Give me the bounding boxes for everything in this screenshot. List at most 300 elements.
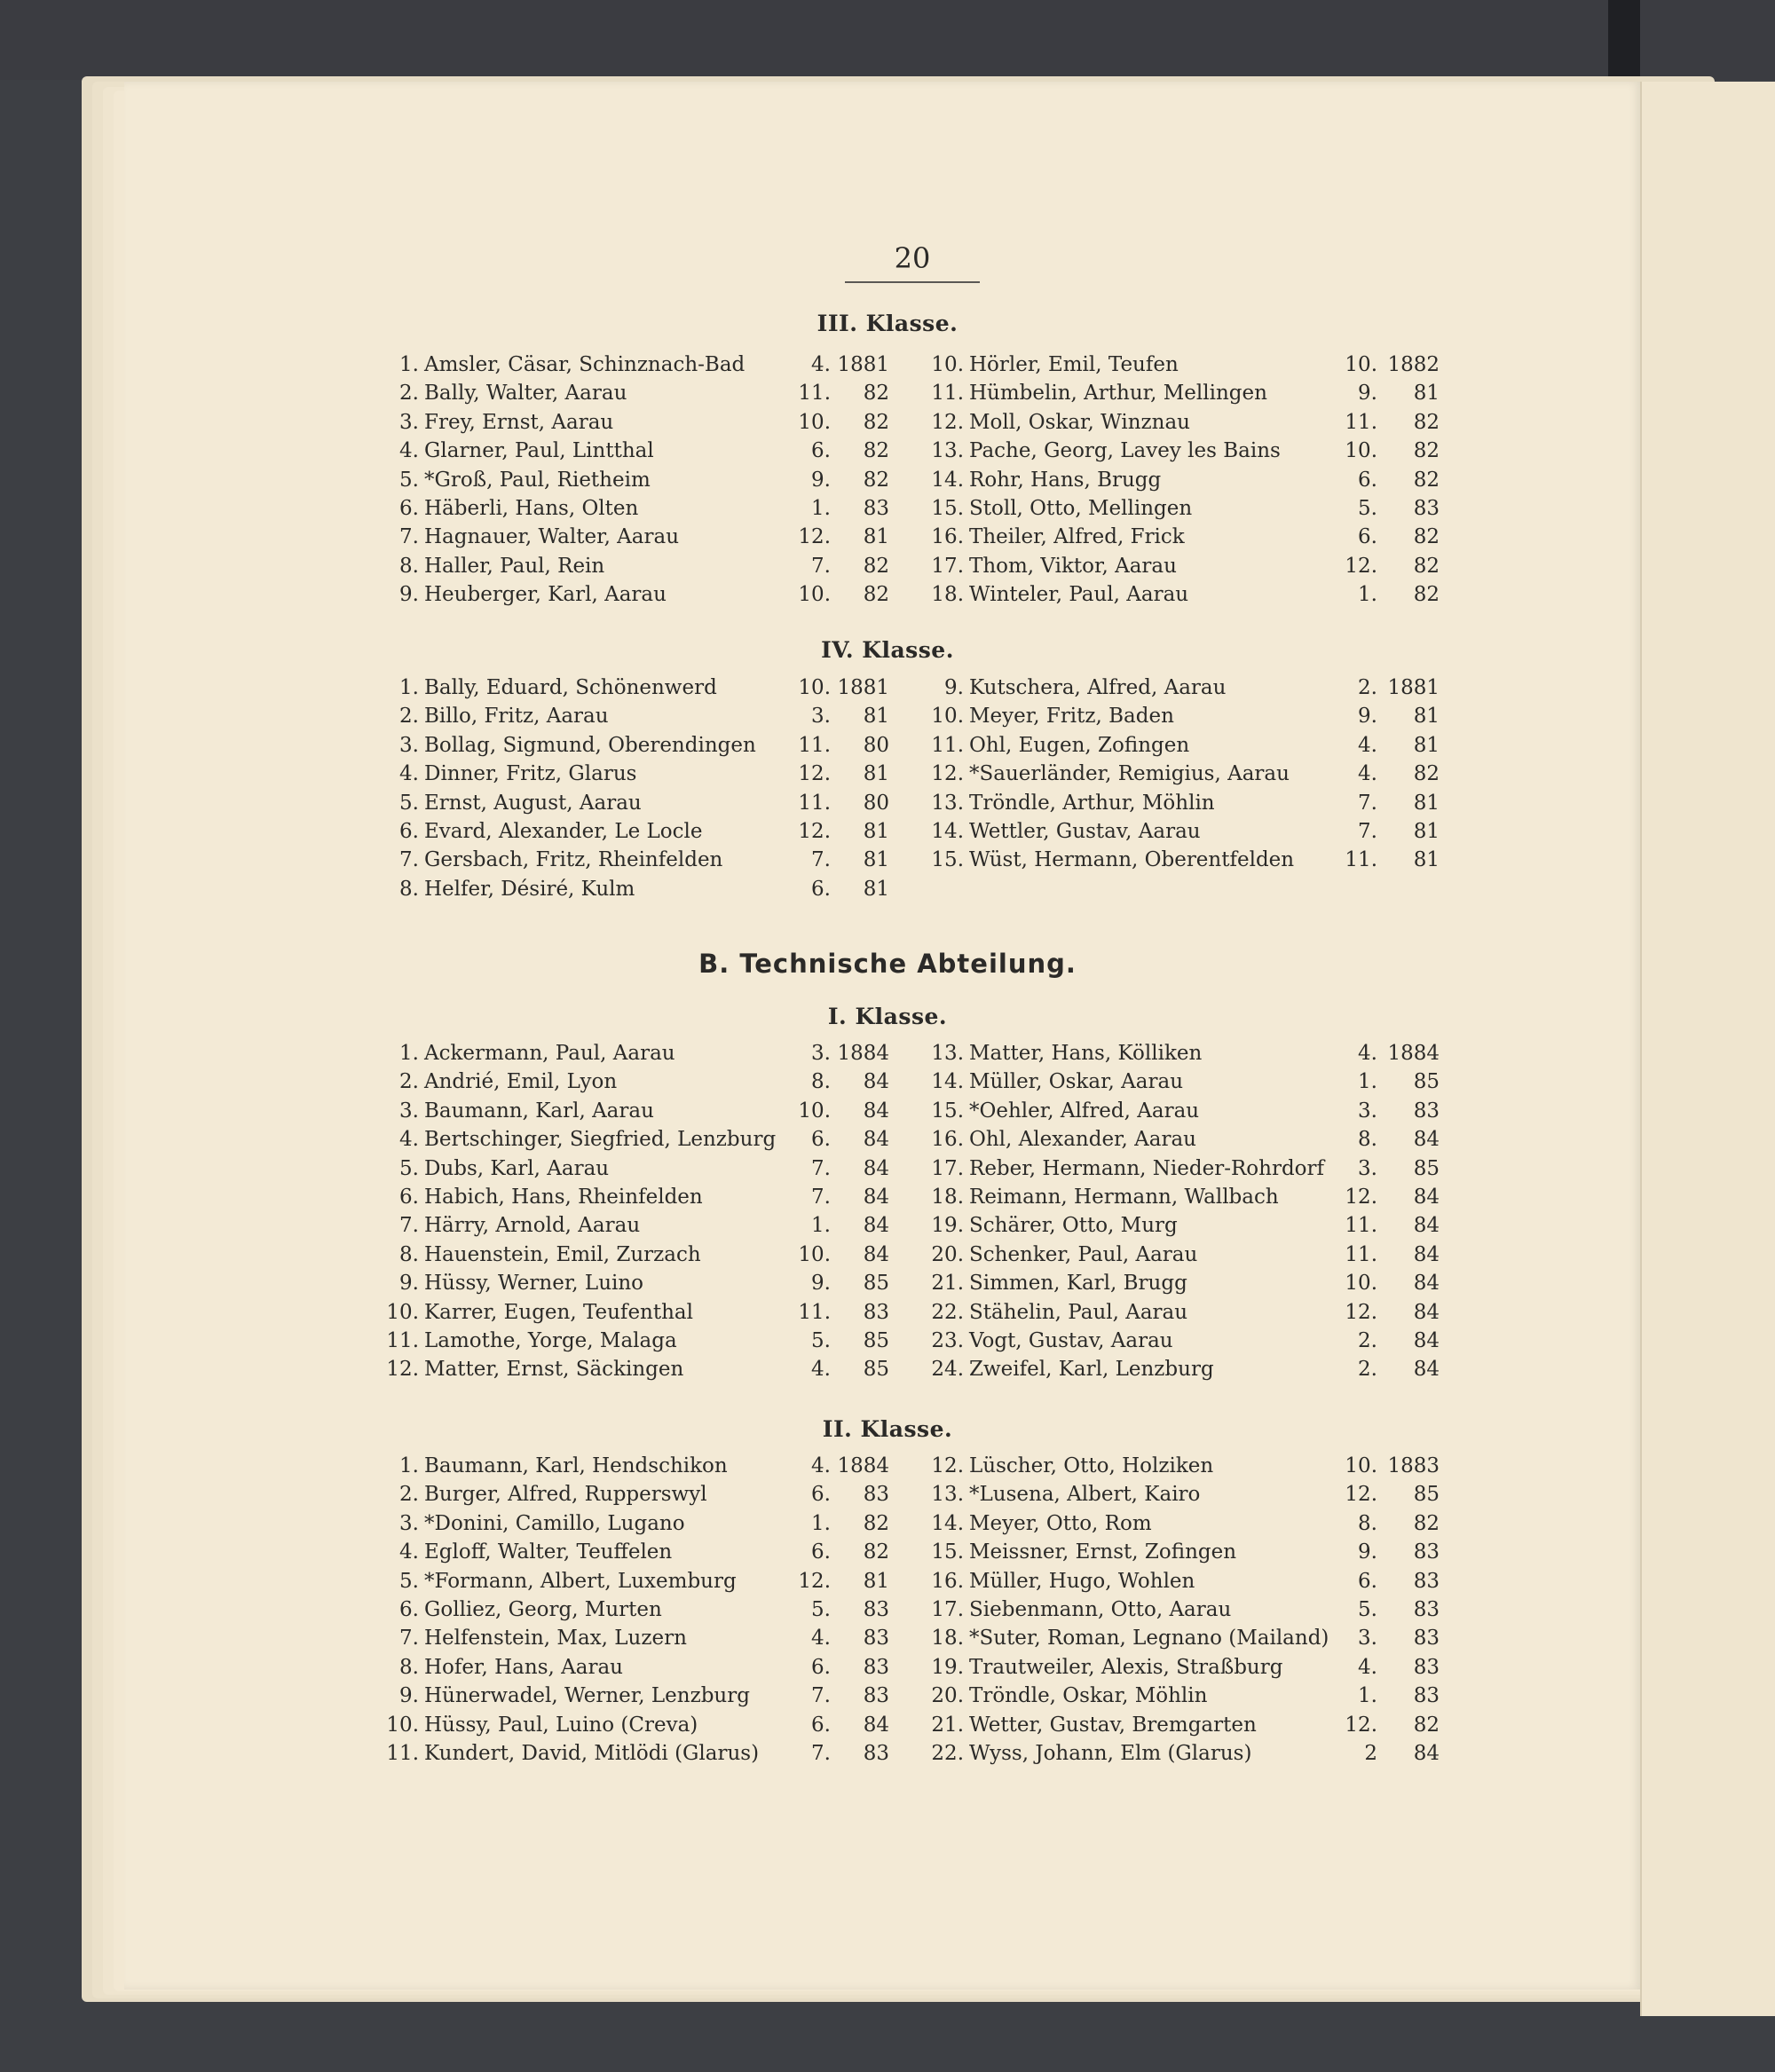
list-item [392,580,889,609]
list-item [931,1355,1440,1383]
entry-year: 82 [863,382,889,406]
entry-name: Hörler, Emil, Teufen [969,353,1179,376]
entry-name: Matter, Ernst, Säckingen [424,1358,684,1382]
entry-number: 1. [399,1042,419,1065]
list-item [931,1327,1440,1355]
entry-class: 7. [811,848,831,872]
entry-year: 83 [1413,1684,1440,1708]
entry-year: 83 [863,1627,889,1651]
entry-class: 9. [811,1272,831,1296]
entry-number: 8. [399,554,419,578]
list-item [392,760,889,788]
entry-class: 12. [1345,1300,1377,1324]
entry-number: 11. [931,733,964,757]
entry-number: 8. [399,1242,419,1266]
entry-year: 84 [1413,1272,1440,1296]
entry-name: Amsler, Cäsar, Schinznach-Bad [424,353,746,376]
entry-name: Hauenstein, Emil, Zurzach [424,1242,701,1266]
entry-name: Meyer, Otto, Rom [969,1511,1152,1535]
list-item [931,760,1440,788]
list-item [931,1269,1440,1297]
entry-year: 84 [1413,1300,1440,1324]
entry-class: 6. [811,439,831,463]
entry-number: 17. [931,554,964,578]
list-item [931,494,1440,523]
entry-name: Bertschinger, Siegfried, Lenzburg [424,1128,777,1152]
list-item [931,1509,1440,1538]
entry-class: 5. [811,1598,831,1621]
entry-class: 2. [1358,1358,1377,1382]
entry-number: 13. [931,1483,964,1507]
list-item [392,1624,889,1652]
entry-year: 83 [1413,497,1440,520]
entry-name: Tröndle, Oskar, Möhlin [969,1684,1208,1708]
entry-year: 1881 [837,676,889,699]
list-item [392,351,889,379]
entry-name: Wyss, Johann, Elm (Glarus) [969,1742,1252,1765]
entry-year: 84 [863,1070,889,1094]
list-item [392,817,889,846]
entry-number: 22. [931,1742,964,1765]
entry-name: Müller, Oskar, Aarau [969,1070,1184,1094]
entry-class: 7. [811,1156,831,1180]
entry-year: 82 [863,1540,889,1564]
list-item [392,1269,889,1297]
entry-name: Karrer, Eugen, Teufenthal [424,1300,693,1324]
entry-number: 19. [931,1655,964,1679]
entry-class: 1. [1358,583,1377,607]
scanner-background [0,0,1775,80]
list-item [931,1068,1440,1096]
entry-year: 1884 [1387,1042,1440,1065]
entry-class: 2. [1358,1329,1377,1352]
entry-number: 3. [399,410,419,434]
entry-year: 82 [863,554,889,578]
entry-number: 6. [399,1598,419,1621]
scanner-shadow [1608,0,1640,82]
entry-year: 84 [863,1242,889,1266]
list-item [931,1125,1440,1154]
entry-year: 81 [1413,733,1440,757]
entry-class: 2 [1364,1742,1377,1765]
entry-year: 82 [863,410,889,434]
entry-class: 8. [1358,1511,1377,1535]
entry-class: 6. [1358,1569,1377,1593]
entry-number: 13. [931,791,964,815]
entry-number: 15. [931,848,964,872]
entry-year: 81 [1413,791,1440,815]
entry-number: 15. [931,1540,964,1564]
entry-number: 2. [399,1483,419,1507]
list-item [392,1452,889,1480]
entry-year: 84 [1413,1214,1440,1238]
entry-name: Baumann, Karl, Aarau [424,1099,654,1123]
entry-year: 1883 [1387,1454,1440,1477]
list-item [937,674,1440,702]
entry-number: 10. [386,1300,419,1324]
entry-number: 11. [386,1329,419,1352]
list-item [392,408,889,437]
list-item [931,1211,1440,1240]
entry-name: Ernst, August, Aarau [424,791,642,815]
entry-name: Häberli, Hans, Olten [424,497,639,520]
entry-name: Helfer, Désiré, Kulm [424,877,635,901]
entry-number: 4. [399,1540,419,1564]
entry-class: 6. [811,877,831,901]
entry-class: 10. [798,676,831,699]
entry-name: Schärer, Otto, Murg [969,1214,1178,1238]
entry-number: 17. [931,1598,964,1621]
entry-class: 11. [798,1300,831,1324]
entry-year: 82 [863,1511,889,1535]
entry-number: 8. [399,877,419,901]
entry-number: 10. [386,1713,419,1737]
list-item [931,1154,1440,1183]
entry-number: 14. [931,820,964,843]
list-item [931,523,1440,551]
entry-class: 7. [1358,791,1377,815]
entry-name: Reimann, Hermann, Wallbach [969,1186,1279,1209]
entry-number: 21. [931,1713,964,1737]
entry-year: 84 [1413,1186,1440,1209]
entry-number: 17. [931,1156,964,1180]
entry-name: Heuberger, Karl, Aarau [424,583,667,607]
entry-year: 83 [863,1300,889,1324]
heading-class-i: I. Klasse. [827,1004,948,1029]
entry-class: 5. [811,1329,831,1352]
entry-class: 3. [1358,1099,1377,1123]
entry-class: 11. [1345,1214,1377,1238]
list-item [931,1653,1440,1682]
entry-name: Trautweiler, Alexis, Straßburg [969,1655,1283,1679]
entry-number: 1. [399,676,419,699]
entry-name: Hünerwadel, Werner, Lenzburg [424,1684,750,1708]
entry-name: Hümbelin, Arthur, Mellingen [969,382,1267,406]
entry-year: 83 [1413,1598,1440,1621]
entry-year: 84 [1413,1358,1440,1382]
entry-year: 1884 [837,1454,889,1477]
entry-year: 82 [1413,1511,1440,1535]
entry-name: Tröndle, Arthur, Möhlin [969,791,1215,815]
entry-number: 19. [931,1214,964,1238]
entry-class: 1. [1358,1070,1377,1094]
entry-class: 6. [811,1713,831,1737]
entry-class: 2. [1358,676,1377,699]
list-item [931,1682,1440,1710]
entry-name: Bollag, Sigmund, Oberendingen [424,733,756,757]
entry-name: *Donini, Camillo, Lugano [424,1511,685,1535]
entry-number: 5. [399,1156,419,1180]
entry-name: Kutschera, Alfred, Aarau [969,676,1227,699]
page-number: 20 [894,241,931,275]
entry-class: 4. [1358,733,1377,757]
entry-year: 81 [863,848,889,872]
list-item [931,789,1440,817]
entry-class: 4. [811,1627,831,1651]
list-item [392,1097,889,1125]
entry-class: 11. [1345,410,1377,434]
entry-class: 12. [1345,1483,1377,1507]
list-item [931,1298,1440,1327]
list-item [392,875,889,903]
list-item [931,731,1440,760]
list-item [931,379,1440,407]
entry-class: 9. [1358,382,1377,406]
entry-name: Moll, Oskar, Winznau [969,410,1190,434]
entry-name: Bally, Walter, Aarau [424,382,627,406]
entry-name: Wüst, Hermann, Oberentfelden [969,848,1295,872]
entry-number: 6. [399,497,419,520]
entry-name: Kundert, David, Mitlödi (Glarus) [424,1742,760,1765]
entry-class: 6. [811,1655,831,1679]
list-item [931,1595,1440,1624]
list-item [386,1355,889,1383]
list-item [931,351,1440,379]
entry-class: 8. [811,1070,831,1094]
entry-year: 83 [863,1655,889,1679]
entry-class: 6. [811,1483,831,1507]
list-item [392,1595,889,1624]
entry-year: 82 [1413,525,1440,549]
entry-year: 85 [1413,1483,1440,1507]
entry-class: 3. [1358,1156,1377,1180]
entry-year: 80 [863,733,889,757]
entry-name: Meissner, Ernst, Zofingen [969,1540,1237,1564]
entry-year: 82 [863,583,889,607]
entry-class: 11. [798,733,831,757]
entry-number: 16. [931,1569,964,1593]
heading-class-iv: IV. Klasse. [821,637,954,663]
list-item [392,1241,889,1269]
list-item [392,674,889,702]
entry-year: 80 [863,791,889,815]
entry-year: 81 [1413,705,1440,729]
entry-number: 7. [399,1214,419,1238]
entry-number: 9. [399,1684,419,1708]
list-item [931,1452,1440,1480]
entry-class: 4. [811,353,831,376]
entry-name: Glarner, Paul, Lintthal [424,439,654,463]
entry-number: 16. [931,1128,964,1152]
entry-year: 84 [863,1713,889,1737]
entry-year: 82 [1413,583,1440,607]
list-item [392,466,889,494]
list-item [931,1624,1440,1652]
entry-year: 85 [863,1358,889,1382]
entry-class: 8. [1358,1128,1377,1152]
entry-class: 10. [798,583,831,607]
list-item [392,1068,889,1096]
entry-number: 10. [931,705,964,729]
entry-class: 12. [798,762,831,786]
entry-name: Stähelin, Paul, Aarau [969,1300,1188,1324]
entry-name: Lamothe, Yorge, Malaga [424,1329,677,1352]
entry-name: Härry, Arnold, Aarau [424,1214,641,1238]
entry-number: 4. [399,1128,419,1152]
entry-name: Wetter, Gustav, Bremgarten [969,1713,1257,1737]
entry-class: 6. [1358,525,1377,549]
list-item [386,1711,889,1739]
heading-class-ii: II. Klasse. [822,1416,953,1442]
entry-number: 10. [931,353,964,376]
entry-number: 14. [931,1511,964,1535]
entry-class: 4. [1358,1042,1377,1065]
entry-class: 9. [1358,1540,1377,1564]
entry-class: 10. [798,410,831,434]
entry-number: 3. [399,1511,419,1535]
list-item [386,1298,889,1327]
entry-number: 7. [399,525,419,549]
list-item [392,731,889,760]
list-item [931,1183,1440,1211]
entry-year: 82 [1413,554,1440,578]
entry-name: Schenker, Paul, Aarau [969,1242,1198,1266]
entry-class: 4. [1358,762,1377,786]
entry-year: 1881 [837,353,889,376]
list-item [931,1538,1440,1566]
list-item [392,437,889,465]
entry-name: Zweifel, Karl, Lenzburg [969,1358,1214,1382]
entry-year: 84 [863,1214,889,1238]
entry-name: Theiler, Alfred, Frick [969,525,1185,549]
entry-name: *Lusena, Albert, Kairo [969,1483,1201,1507]
entry-number: 12. [931,410,964,434]
entry-name: Ohl, Eugen, Zofingen [969,733,1190,757]
list-item [931,1241,1440,1269]
entry-year: 81 [863,877,889,901]
entry-year: 82 [1413,762,1440,786]
entry-name: Thom, Viktor, Aarau [969,554,1177,578]
heading-class-iii: III. Klasse. [816,311,958,336]
entry-name: Hofer, Hans, Aarau [424,1655,623,1679]
entry-name: *Groß, Paul, Rietheim [424,468,651,492]
entry-number: 20. [931,1684,964,1708]
entry-class: 12. [1345,1713,1377,1737]
list-item [392,1538,889,1566]
entry-name: Andrié, Emil, Lyon [424,1070,618,1094]
entry-name: Vogt, Gustav, Aarau [969,1329,1173,1352]
entry-name: Gersbach, Fritz, Rheinfelden [424,848,723,872]
list-item [392,1125,889,1154]
entry-year: 84 [863,1099,889,1123]
entry-number: 15. [931,497,964,520]
entry-number: 15. [931,1099,964,1123]
list-item [392,1509,889,1538]
entry-year: 83 [863,497,889,520]
entry-name: Hagnauer, Walter, Aarau [424,525,680,549]
entry-class: 4. [811,1454,831,1477]
entry-class: 10. [798,1242,831,1266]
entry-class: 3. [811,1042,831,1065]
entry-number: 3. [399,733,419,757]
entry-class: 7. [811,1684,831,1708]
entry-number: 2. [399,1070,419,1094]
entry-name: Pache, Georg, Lavey les Bains [969,439,1281,463]
entry-class: 10. [1345,439,1377,463]
entry-number: 13. [931,439,964,463]
entry-name: Ackermann, Paul, Aarau [424,1042,675,1065]
entry-name: Matter, Hans, Kölliken [969,1042,1203,1065]
entry-number: 12. [386,1358,419,1382]
entry-name: Rohr, Hans, Brugg [969,468,1162,492]
entry-number: 11. [931,382,964,406]
entry-number: 16. [931,525,964,549]
entry-name: Simmen, Karl, Brugg [969,1272,1187,1296]
entry-name: Reber, Hermann, Nieder-Rohrdorf [969,1156,1325,1180]
entry-class: 12. [1345,1186,1377,1209]
entry-year: 83 [1413,1655,1440,1679]
entry-name: Egloff, Walter, Teuffelen [424,1540,673,1564]
entry-class: 11. [1345,1242,1377,1266]
entry-year: 81 [1413,820,1440,843]
list-item [392,1682,889,1710]
list-item [392,1039,889,1068]
entry-class: 4. [1358,1655,1377,1679]
list-item [931,817,1440,846]
entry-class: 10. [1345,353,1377,376]
list-item [392,1653,889,1682]
list-item [392,1211,889,1240]
entry-class: 11. [798,791,831,815]
entry-year: 83 [863,1742,889,1765]
entry-name: Frey, Ernst, Aarau [424,410,614,434]
entry-year: 1882 [1387,353,1440,376]
entry-class: 5. [1358,497,1377,520]
entry-class: 4. [811,1358,831,1382]
entry-number: 5. [399,1569,419,1593]
entry-year: 82 [863,439,889,463]
entry-year: 85 [863,1329,889,1352]
entry-name: Golliez, Georg, Murten [424,1598,662,1621]
entry-name: *Suter, Roman, Legnano (Mailand) [969,1627,1329,1651]
entry-class: 6. [811,1540,831,1564]
entry-year: 82 [863,468,889,492]
entry-year: 83 [863,1598,889,1621]
entry-number: 24. [931,1358,964,1382]
entry-class: 5. [1358,1598,1377,1621]
entry-year: 82 [1413,1713,1440,1737]
list-item [931,580,1440,609]
entry-year: 84 [1413,1742,1440,1765]
entry-name: Burger, Alfred, Rupperswyl [424,1483,707,1507]
entry-number: 20. [931,1242,964,1266]
entry-class: 1. [811,1511,831,1535]
entry-number: 14. [931,468,964,492]
entry-class: 1. [811,1214,831,1238]
entry-class: 7. [811,1186,831,1209]
entry-name: Dinner, Fritz, Glarus [424,762,637,786]
entry-year: 81 [1413,848,1440,872]
entry-name: Baumann, Karl, Hendschikon [424,1454,728,1477]
entry-year: 84 [1413,1242,1440,1266]
entry-name: Dubs, Karl, Aarau [424,1156,610,1180]
entry-class: 12. [798,525,831,549]
list-item [931,1739,1440,1768]
list-item [392,1154,889,1183]
entry-class: 7. [811,1742,831,1765]
entry-number: 22. [931,1300,964,1324]
entry-year: 83 [1413,1099,1440,1123]
entry-number: 18. [931,1627,964,1651]
entry-name: Wettler, Gustav, Aarau [969,820,1201,843]
entry-year: 85 [1413,1156,1440,1180]
entry-number: 9. [399,583,419,607]
page-number-rule [845,281,980,283]
entry-year: 83 [863,1684,889,1708]
list-item [392,523,889,551]
list-item [931,1097,1440,1125]
entry-class: 1. [811,497,831,520]
